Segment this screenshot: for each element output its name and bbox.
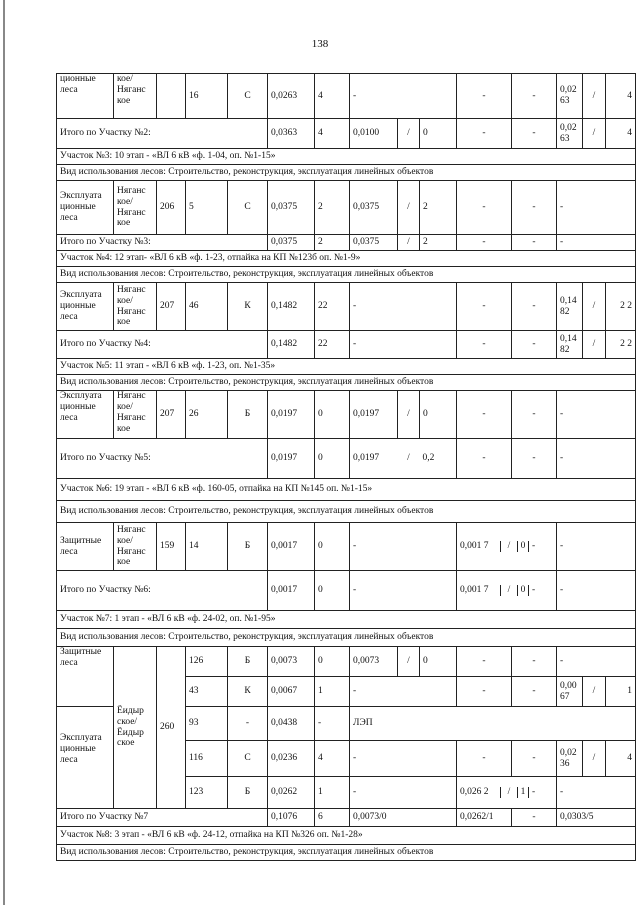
count: 4 — [315, 119, 350, 149]
value-a: - — [350, 571, 457, 611]
area: 0,1482 — [268, 331, 315, 359]
page-left-border — [3, 0, 5, 905]
forest-category: Защитные леса — [57, 647, 114, 707]
value-c: 0,14 82 — [557, 283, 583, 331]
table-row — [57, 647, 636, 677]
total-row — [57, 331, 636, 359]
value-b: - — [457, 647, 512, 677]
table-row — [57, 74, 636, 119]
value-b2: - — [512, 181, 557, 235]
vydel: 93 — [186, 707, 228, 741]
area: 0,0262 — [268, 777, 315, 809]
count: 0 — [315, 523, 350, 571]
forest-category: ционные леса — [57, 74, 114, 119]
value-a3: 0 — [420, 647, 457, 677]
value-b: - — [457, 741, 512, 777]
slash: / — [583, 283, 606, 331]
slash: / — [583, 74, 606, 119]
forestry: Няганс кое/ Няганс кое — [114, 523, 157, 571]
area: 0,0375 — [268, 235, 315, 251]
value-b2: - — [512, 74, 557, 119]
forest-category: Эксплуата ционные леса — [57, 283, 114, 331]
section-title: Участок №8: 3 этап - «ВЛ 6 кВ «ф. 24-12, отпайка на КП №326 оп. №1-28» — [57, 827, 636, 845]
forest-category: Защитные леса — [57, 523, 114, 571]
value-c: 0,0303/5 — [557, 809, 636, 827]
slash: / — [398, 391, 420, 439]
value-a: - — [350, 677, 457, 707]
area: 0,1482 — [268, 283, 315, 331]
value-b: 0,001 7 — [457, 585, 501, 596]
value-a: - — [350, 283, 457, 331]
value-c: - — [557, 391, 636, 439]
vydel: 116 — [186, 741, 228, 777]
area: 0,1076 — [268, 809, 315, 827]
value-b: - — [457, 181, 512, 235]
usage-type: Вид использования лесов: Строительство, реконструкция, эксплуатация линейных объектов — [57, 267, 636, 283]
value-c: - — [557, 777, 636, 809]
value-b: - — [457, 677, 512, 707]
vydel: 46 — [186, 283, 228, 331]
count: 2 — [315, 181, 350, 235]
area: 0,0438 — [268, 707, 315, 741]
forestry: кое/ Няганс кое — [114, 74, 157, 119]
value-c3: 2 2 — [606, 283, 636, 331]
zone: Б — [228, 647, 268, 677]
value-c: - — [557, 235, 636, 251]
zone: - — [228, 707, 268, 741]
slash: / — [398, 439, 420, 479]
value-a3: 2 — [420, 235, 457, 251]
value-b2: - — [512, 741, 557, 777]
value-c: - — [557, 181, 636, 235]
value-a: - — [350, 74, 398, 119]
count: 0 — [315, 439, 350, 479]
section-title: Участок №5: 11 этап - «ВЛ 6 кВ «ф. 1-23, оп. №1-35» — [57, 359, 636, 375]
value-a3: 0 — [420, 391, 457, 439]
slash: / — [583, 677, 606, 707]
value-c: 0,02 63 — [557, 74, 583, 119]
slash: / — [398, 181, 420, 235]
vydel: 14 — [186, 523, 228, 571]
total-label: Итого по Участку №4: — [57, 331, 268, 359]
total-row — [57, 439, 636, 479]
count: 1 — [315, 677, 350, 707]
value-b2: - — [512, 809, 557, 827]
quarter: 206 — [157, 181, 186, 235]
value-c: - — [557, 439, 636, 479]
area: 0,0263 — [268, 74, 315, 119]
slash: / — [583, 741, 606, 777]
value-b4: - — [532, 541, 536, 552]
value-b3: 0 — [518, 541, 529, 552]
value-b: - — [457, 439, 512, 479]
value-a: 0,0197 — [350, 391, 398, 439]
value-b-group — [457, 571, 557, 611]
vydel: 16 — [186, 74, 228, 119]
total-row — [57, 809, 636, 827]
count: - — [315, 707, 350, 741]
zone: Б — [228, 523, 268, 571]
table-row — [57, 391, 636, 439]
table-row — [57, 523, 636, 571]
value-a: 0,0100 — [350, 119, 398, 149]
count: 1 — [315, 777, 350, 809]
value-a3: 0,2 — [420, 439, 457, 479]
value-c: - — [557, 523, 636, 571]
value-a3: 0 — [420, 119, 457, 149]
value-a: - — [350, 777, 457, 809]
slash: / — [583, 331, 606, 359]
count: 2 — [315, 235, 350, 251]
count: 22 — [315, 283, 350, 331]
vydel: 43 — [186, 677, 228, 707]
forest-plots-table — [56, 73, 636, 861]
value-c3: 2 2 — [606, 331, 636, 359]
total-label: Итого по Участку №2: — [57, 119, 268, 149]
count: 22 — [315, 331, 350, 359]
usage-type: Вид использования лесов: Строительство, реконструкция, эксплуатация линейных объектов — [57, 165, 636, 181]
total-label: Итого по Участку №5: — [57, 439, 268, 479]
value-c: 0,02 63 — [557, 119, 583, 149]
value-a: 0,0073 — [350, 647, 398, 677]
value-a: - — [350, 331, 457, 359]
value-b2: - — [512, 647, 557, 677]
page-number: 138 — [311, 38, 329, 50]
total-label: Итого по Участку №7 — [57, 809, 268, 827]
value-b: - — [457, 283, 512, 331]
count: 4 — [315, 741, 350, 777]
value-a3: 2 — [420, 181, 457, 235]
zone: К — [228, 677, 268, 707]
value-b2: - — [512, 677, 557, 707]
vydel: 26 — [186, 391, 228, 439]
value-b: - — [457, 235, 512, 251]
table-row — [57, 181, 636, 235]
value-b-group — [457, 523, 557, 571]
value-b: 0,0262/1 — [457, 809, 512, 827]
slash: / — [501, 585, 518, 596]
quarter: 207 — [157, 391, 186, 439]
forestry: Ёидыр ское/ Ёидыр ское — [114, 647, 157, 809]
total-label: Итого по Участку №6: — [57, 571, 268, 611]
forestry: Няганс кое/ Няганс кое — [114, 391, 157, 439]
section-title: Участок №7: 1 этап - «ВЛ 6 кВ «ф. 24-02, оп. №1-95» — [57, 611, 636, 629]
area: 0,0017 — [268, 523, 315, 571]
zone: С — [228, 181, 268, 235]
zone: С — [228, 74, 268, 119]
vydel: 126 — [186, 647, 228, 677]
value-c: - — [557, 571, 636, 611]
note: ЛЭП — [350, 707, 636, 741]
table-row — [57, 283, 636, 331]
quarter: 260 — [157, 647, 186, 809]
area: 0,0197 — [268, 439, 315, 479]
value-a: 0,0073/0 — [350, 809, 457, 827]
vydel: 123 — [186, 777, 228, 809]
total-row — [57, 235, 636, 251]
slash: / — [501, 541, 518, 552]
quarter: 207 — [157, 283, 186, 331]
value-b4: - — [532, 585, 536, 596]
value-c3: 1 — [606, 677, 636, 707]
area: 0,0375 — [268, 181, 315, 235]
value-b: - — [457, 391, 512, 439]
area: 0,0236 — [268, 741, 315, 777]
value-b2: - — [512, 331, 557, 359]
value-b-group — [457, 777, 557, 809]
count: 0 — [315, 571, 350, 611]
total-row — [57, 571, 636, 611]
forest-category: Эксплуата ционные леса — [57, 707, 114, 809]
count: 4 — [315, 74, 350, 119]
value-a: - — [350, 523, 457, 571]
usage-type: Вид использования лесов: Строительство, реконструкция, эксплуатация линейных объектов — [57, 501, 636, 523]
value-b: - — [457, 119, 512, 149]
quarter — [157, 74, 186, 119]
usage-type: Вид использования лесов: Строительство, реконструкция, эксплуатация линейных объектов — [57, 375, 636, 391]
value-a: 0,0375 — [350, 235, 398, 251]
zone: К — [228, 283, 268, 331]
value-c: 0,14 82 — [557, 331, 583, 359]
area: 0,0197 — [268, 391, 315, 439]
value-c3: 4 — [606, 741, 636, 777]
value-b: 0,001 7 — [457, 541, 501, 552]
count: 0 — [315, 391, 350, 439]
value-b2: - — [512, 391, 557, 439]
section-title: Участок №3: 10 этап - «ВЛ 6 кВ «ф. 1-04, оп. №1-15» — [57, 149, 636, 165]
total-row — [57, 119, 636, 149]
area: 0,0017 — [268, 571, 315, 611]
value-c3: 4 — [606, 74, 636, 119]
area: 0,0363 — [268, 119, 315, 149]
value-b2: - — [512, 439, 557, 479]
value-a: - — [350, 741, 457, 777]
value-b2: - — [512, 119, 557, 149]
usage-type: Вид использования лесов: Строительство, реконструкция, эксплуатация линейных объектов — [57, 629, 636, 647]
value-a: 0,0375 — [350, 181, 398, 235]
slash: / — [501, 787, 518, 798]
value-b: - — [457, 331, 512, 359]
forest-category: Эксплуата ционные леса — [57, 391, 114, 439]
value-b3: 1 — [518, 787, 529, 798]
area: 0,0067 — [268, 677, 315, 707]
forest-category: Эксплуата ционные леса — [57, 181, 114, 235]
forestry: Няганс кое/ Няганс кое — [114, 181, 157, 235]
value-c: 0,00 67 — [557, 677, 583, 707]
value-c: - — [557, 647, 636, 677]
zone: Б — [228, 777, 268, 809]
total-label: Итого по Участку №3: — [57, 235, 268, 251]
quarter: 159 — [157, 523, 186, 571]
count: 0 — [315, 647, 350, 677]
zone: Б — [228, 391, 268, 439]
vydel: 5 — [186, 181, 228, 235]
value-b4: - — [532, 787, 536, 798]
value-b: - — [457, 74, 512, 119]
count: 6 — [315, 809, 350, 827]
value-a: 0,0197 — [350, 439, 398, 479]
usage-type: Вид использования лесов: Строительство, реконструкция, эксплуатация линейных объектов — [57, 845, 636, 861]
value-c3: 4 — [606, 119, 636, 149]
slash: / — [398, 647, 420, 677]
area: 0,0073 — [268, 647, 315, 677]
slash: / — [398, 119, 420, 149]
slash: / — [583, 119, 606, 149]
slash: / — [398, 235, 420, 251]
value-b3: 0 — [518, 585, 529, 596]
zone: С — [228, 741, 268, 777]
forestry: Няганс кое/ Няганс кое — [114, 283, 157, 331]
value-b2: - — [512, 283, 557, 331]
section-title: Участок №6: 19 этап - «ВЛ 6 кВ «ф. 160-05, отпайка на КП №145 оп. №1-15» — [57, 479, 636, 501]
value-b2: - — [512, 235, 557, 251]
value-c: 0,02 36 — [557, 741, 583, 777]
value-b: 0,026 2 — [457, 787, 501, 798]
section-title: Участок №4: 12 этап- «ВЛ 6 кВ «ф. 1-23, отпайка на КП №123б оп. №1-9» — [57, 251, 636, 267]
